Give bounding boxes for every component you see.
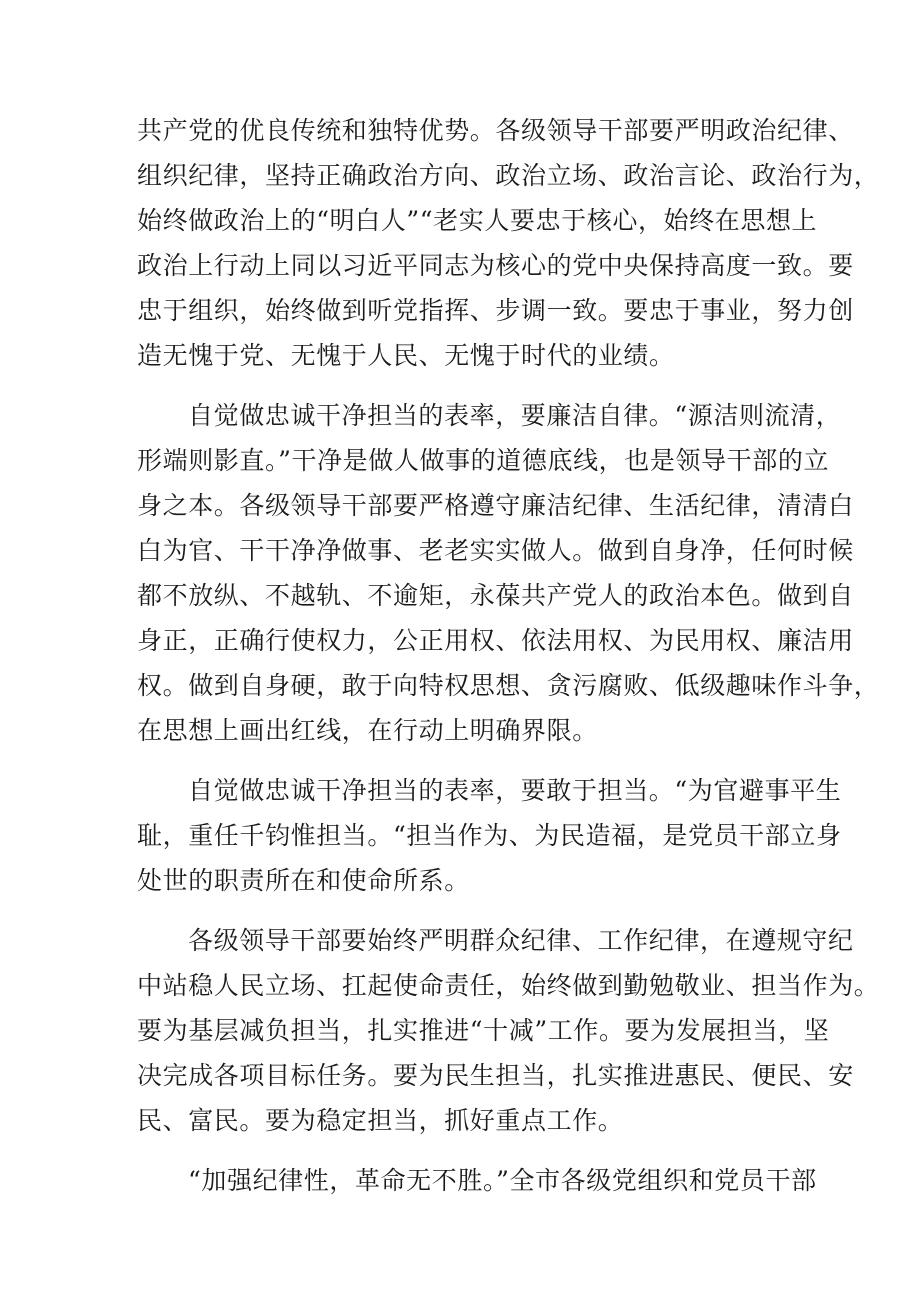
text-line: 始终做政治上的“明白人”“老实人要忠于核心，始终在思想上 — [137, 206, 818, 235]
text-line: 政治上行动上同以习近平同志为核心的党中央保持高度一致。要 — [137, 251, 854, 280]
text-line: 权。做到自身硬，敢于向特权思想、贪污腐败、低级趣味作斗争， — [137, 671, 880, 700]
text-line: 身正，正确行使权力，公正用权、依法用权、为民用权、廉洁用 — [137, 626, 854, 655]
text-line: “加强纪律性，革命无不胜。”全市各级党组织和党员干部 — [188, 1166, 817, 1195]
text-line: 自觉做忠诚干净担当的表率，要敢于担当。“为官避事平生 — [188, 776, 842, 805]
text-line: 处世的职责所在和使命所系。 — [137, 866, 470, 895]
text-line: 在思想上画出红线，在行动上明确界限。 — [137, 716, 598, 745]
text-line: 决完成各项目标任务。要为民生担当，扎实推进惠民、便民、安 — [137, 1061, 854, 1090]
text-line: 要为基层减负担当，扎实推进“十减”工作。要为发展担当，坚 — [137, 1016, 830, 1045]
text-line: 忠于组织，始终做到听党指挥、步调一致。要忠于事业，努力创 — [137, 296, 854, 325]
text-line: 形端则影直。”干净是做人做事的道德底线，也是领导干部的立 — [137, 446, 830, 475]
text-line: 自觉做忠诚干净担当的表率，要廉洁自律。“源洁则流清， — [188, 401, 842, 430]
text-line: 都不放纵、不越轨、不逾矩，永葆共产党人的政治本色。做到自 — [137, 581, 854, 610]
text-line: 民、富民。要为稳定担当，抓好重点工作。 — [137, 1106, 624, 1135]
text-line: 白为官、干干净净做事、老老实实做人。做到自身净，任何时候 — [137, 536, 854, 565]
text-line: 造无愧于党、无愧于人民、无愧于时代的业绩。 — [137, 341, 675, 370]
text-line: 身之本。各级领导干部要严格遵守廉洁纪律、生活纪律，清清白 — [137, 491, 854, 520]
text-line: 组织纪律，坚持正确政治方向、政治立场、政治言论、政治行为， — [137, 161, 880, 190]
text-line: 各级领导干部要始终严明群众纪律、工作纪律，在遵规守纪 — [188, 926, 854, 955]
text-line: 共产党的优良传统和独特优势。各级领导干部要严明政治纪律、 — [137, 116, 854, 145]
text-line: 耻，重任千钧惟担当。“担当作为、为民造福，是党员干部立身 — [137, 821, 842, 850]
text-line: 中站稳人民立场、扛起使命责任，始终做到勤勉敬业、担当作为。 — [137, 971, 880, 1000]
